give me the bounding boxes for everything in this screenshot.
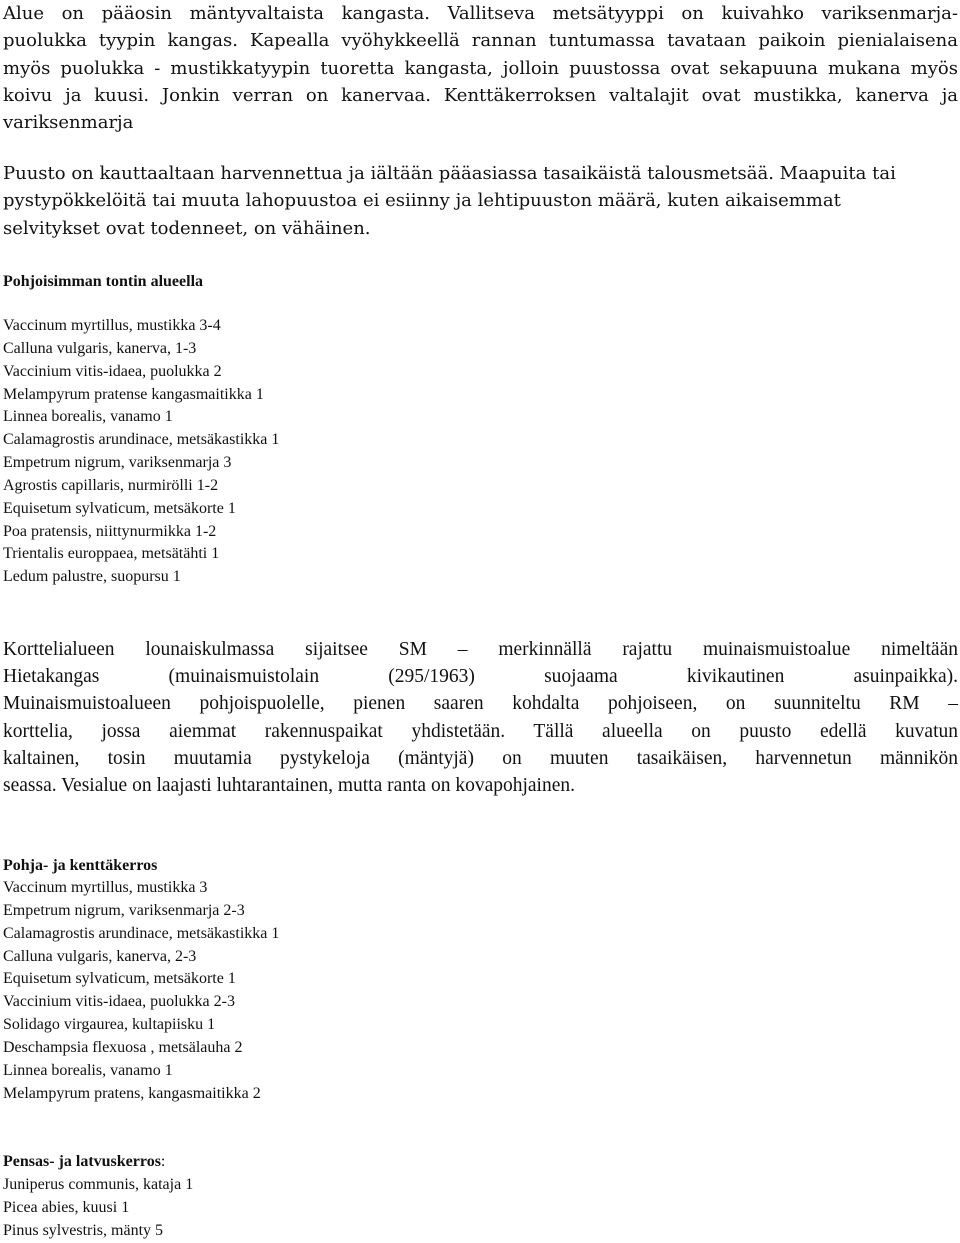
- block-area-paragraph: [3, 636, 958, 799]
- list-item: Agrostis capillaris, nurmirölli 1-2: [3, 476, 219, 494]
- text-line: korttelia, jossa aiemmat rakennuspaikat yhdistetään. Tällä alueella on puusto edellä kuvatun: [3, 720, 958, 742]
- list-item: Linnea borealis, vanamo 1: [3, 1061, 173, 1079]
- list-item: Pinus sylvestris, mänty 5: [3, 1221, 164, 1239]
- list-item: Picea abies, kuusi 1: [3, 1198, 130, 1216]
- species-list-ground-layer: [3, 877, 279, 1105]
- list-item: Vaccinum myrtillus, mustikka 3: [3, 879, 208, 896]
- list-item: Melampyrum pratens, kangasmaitikka 2: [3, 1084, 261, 1102]
- list-item: Ledum palustre, suopursu 1: [3, 568, 181, 586]
- text-line: selvitykset ovat todenneet, on vähäinen.: [3, 217, 371, 239]
- text-line: Alue on pääosin mäntyvaltaista kangasta. Vallitseva metsätyyppi on kuivahko variksenmarja-: [3, 3, 958, 24]
- list-item: Calamagrostis arundinace, metsäkastikka 1: [3, 431, 280, 449]
- section-heading-ground-layer: Pohja- ja kenttäkerros: [3, 857, 158, 874]
- list-item: Juniperus communis, kataja 1: [3, 1176, 194, 1193]
- list-item: Empetrum nigrum, variksenmarja 2-3: [3, 901, 245, 919]
- text-line: Puusto on kauttaaltaan harvennettua ja iältään pääasiassa tasaikäistä talousmetsää. Maapuita tai: [3, 163, 896, 184]
- list-item: Trientalis europpaea, metsätähti 1: [3, 545, 220, 563]
- forest-stand-paragraph: [3, 160, 958, 242]
- text-line: seassa. Vesialue on laajasti luhtarantainen, mutta ranta on kovapohjainen.: [3, 775, 576, 797]
- list-item: Linnea borealis, vanamo 1: [3, 408, 173, 426]
- shrub-heading-text: Pensas- ja latvuskerros: [3, 1153, 161, 1170]
- list-item: Solidago virgaurea, kultapiisku 1: [3, 1016, 216, 1034]
- list-item: Equisetum sylvaticum, metsäkorte 1: [3, 499, 236, 517]
- text-line: Muinaismuistoalueen pohjoispuolelle, pienen saaren kohdalta pohjoiseen, on suunniteltu RM –: [3, 693, 958, 715]
- list-item: Vaccinium vitis-idaea, puolukka 2: [3, 362, 222, 380]
- text-line: kaltainen, tosin muutamia pystykeloja (mäntyjä) on muuten tasaikäisen, harvennetun männikön: [3, 747, 958, 769]
- list-item: Deschampsia flexuosa , metsälauha 2: [3, 1038, 243, 1056]
- text-line: pystypökkelöitä tai muuta lahopuustoa ei esiinny ja lehtipuuston määrä, kuten aikaisemmat: [3, 190, 841, 212]
- list-item: Poa pratensis, niittynurmikka 1-2: [3, 522, 217, 540]
- text-line: Hietakangas (muinaismuistolain (295/1963) suojaama kivikautinen asuinpaikka).: [3, 666, 958, 688]
- list-item: Vaccinium vitis-idaea, puolukka 2-3: [3, 993, 235, 1011]
- shrub-heading-colon: :: [160, 1153, 166, 1170]
- species-list-shrub-layer: [3, 1174, 193, 1243]
- text-line: variksenmarja: [3, 112, 134, 134]
- species-list-north-lot: [3, 315, 279, 589]
- list-item: Equisetum sylvaticum, metsäkorte 1: [3, 970, 236, 988]
- list-item: Calluna vulgaris, kanerva, 1-3: [3, 339, 197, 357]
- list-item: Melampyrum pratense kangasmaitikka 1: [3, 385, 264, 403]
- text-line: puolukka tyypin kangas. Kapealla vyöhykkeellä rannan tuntumassa tavataan paikoin pienialaisena: [3, 30, 958, 52]
- list-item: Calamagrostis arundinace, metsäkastikka 1: [3, 924, 280, 942]
- text-line: myös puolukka - mustikkatyypin tuoretta kangasta, jolloin puustossa ovat sekapuuna mukana myös: [3, 57, 958, 79]
- text-line: Korttelialueen lounaiskulmassa sijaitsee SM – merkinnällä rajattu muinaismuistoalue nimeltään: [3, 639, 958, 660]
- section-heading-shrub-layer: [3, 1151, 165, 1173]
- section-heading-north-lot: Pohjoisimman tontin alueella: [3, 273, 204, 290]
- intro-paragraph: [3, 0, 958, 136]
- list-item: Empetrum nigrum, variksenmarja 3: [3, 454, 232, 472]
- list-item: Calluna vulgaris, kanerva, 2-3: [3, 947, 197, 965]
- text-line: koivu ja kuusi. Jonkin verran on kanervaa. Kenttäkerroksen valtalajit ovat mustikka, kanerva ja: [3, 84, 958, 106]
- list-item: Vaccinum myrtillus, mustikka 3-4: [3, 317, 221, 334]
